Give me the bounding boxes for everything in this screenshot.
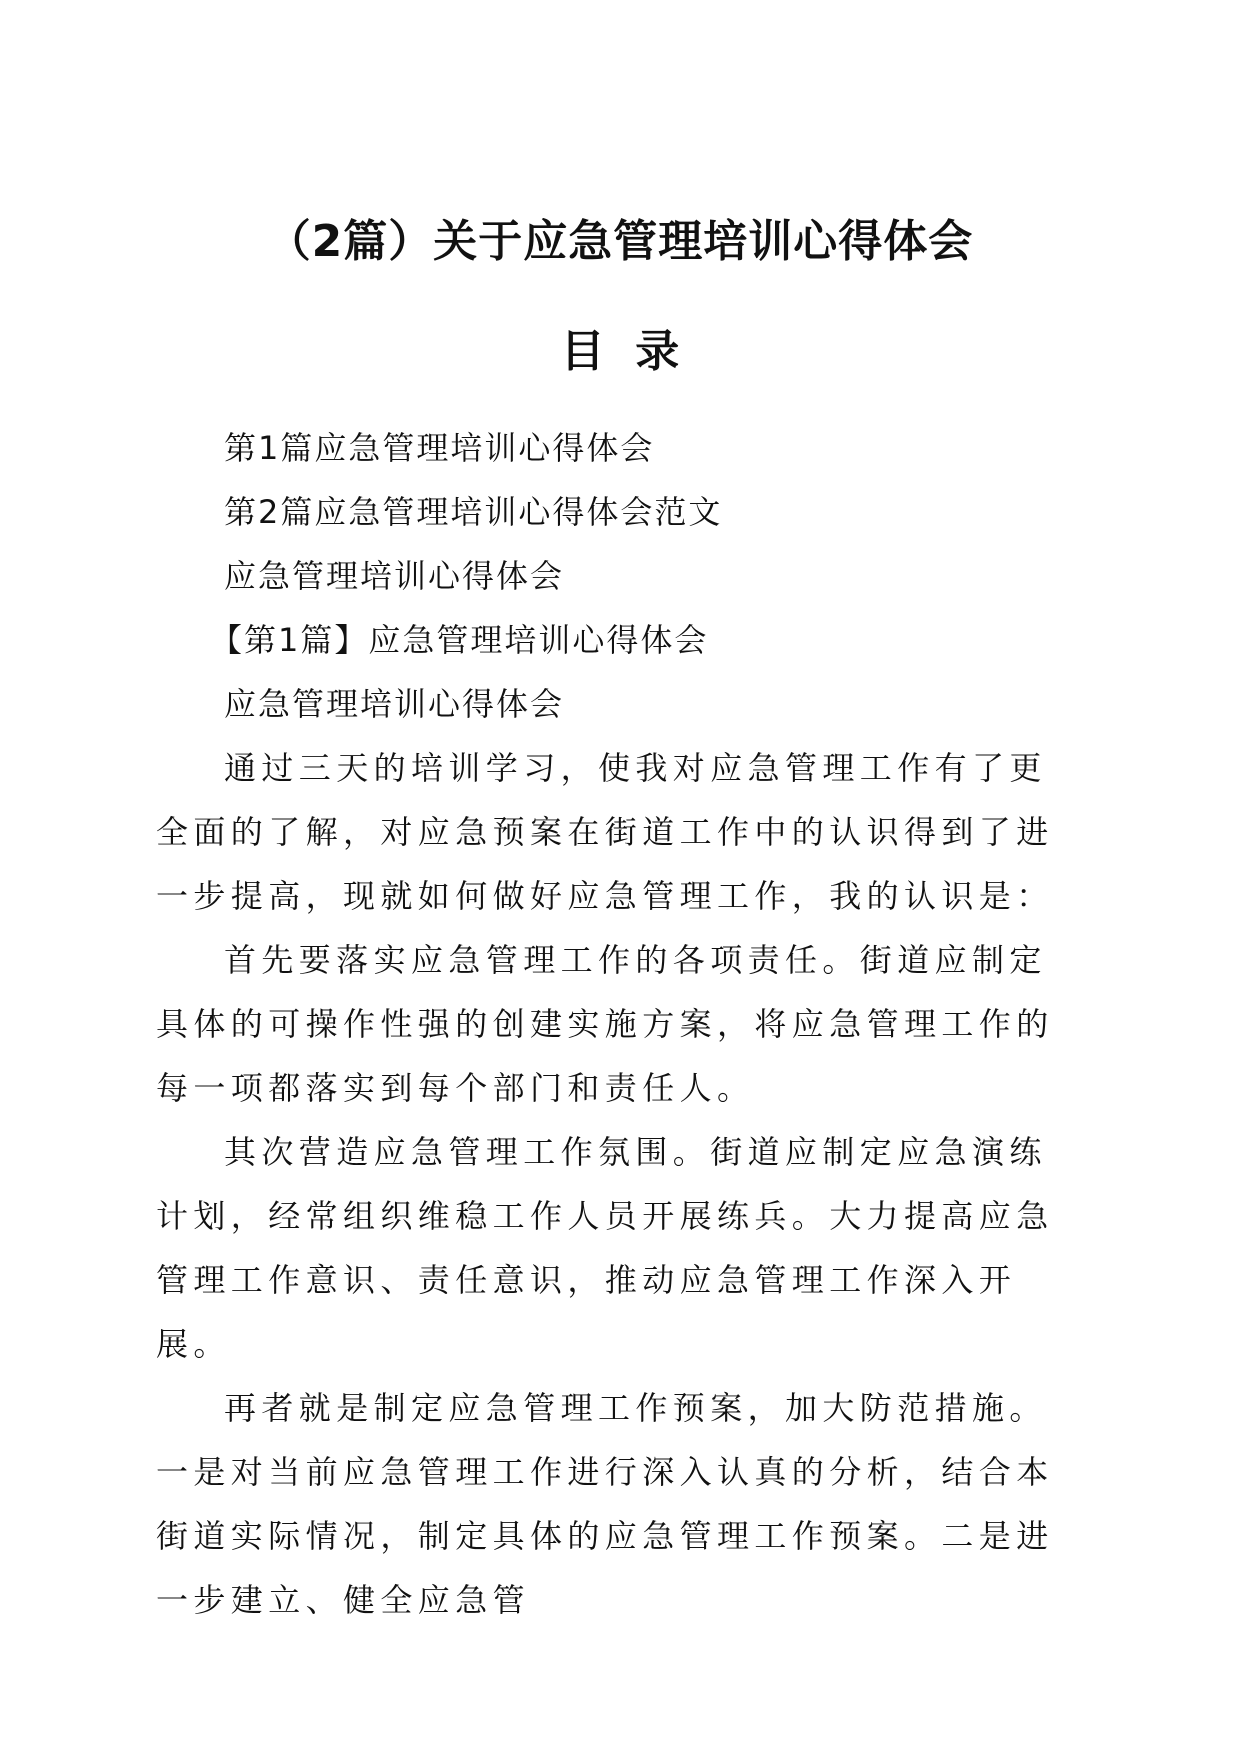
toc-heading: 目 录: [560, 326, 680, 377]
paragraph-2: 首先要落实应急管理工作的各项责任。街道应制定具体的可操作性强的创建实施方案，将应急管理工作的每一项都落实到每个部门和责任人。: [156, 941, 1054, 1107]
article-title: 应急管理培训心得体会: [224, 685, 565, 723]
paragraph-3: 其次营造应急管理工作氛围。街道应制定应急演练计划，经常组织维稳工作人员开展练兵。大力提高应急管理工作意识、责任意识，推动应急管理工作深入开展。: [156, 1133, 1054, 1363]
toc-item-2: 第2篇应急管理培训心得体会范文: [224, 493, 723, 531]
paragraph-1: 通过三天的培训学习，使我对应急管理工作有了更全面的了解，对应急预案在街道工作中的认识得到了进一步提高，现就如何做好应急管理工作，我的认识是：: [156, 749, 1054, 915]
section-heading: 应急管理培训心得体会: [224, 557, 565, 595]
article-label: 【第1篇】应急管理培训心得体会: [210, 621, 709, 659]
document-title: （2篇）关于应急管理培训心得体会: [266, 216, 974, 267]
toc-item-1: 第1篇应急管理培训心得体会: [224, 429, 655, 467]
article-body: [156, 736, 1076, 1632]
paragraph-4: 再者就是制定应急管理工作预案，加大防范措施。一是对当前应急管理工作进行深入认真的分析，结合本街道实际情况，制定具体的应急管理工作预案。二是进一步建立、健全应急管: [156, 1389, 1054, 1619]
